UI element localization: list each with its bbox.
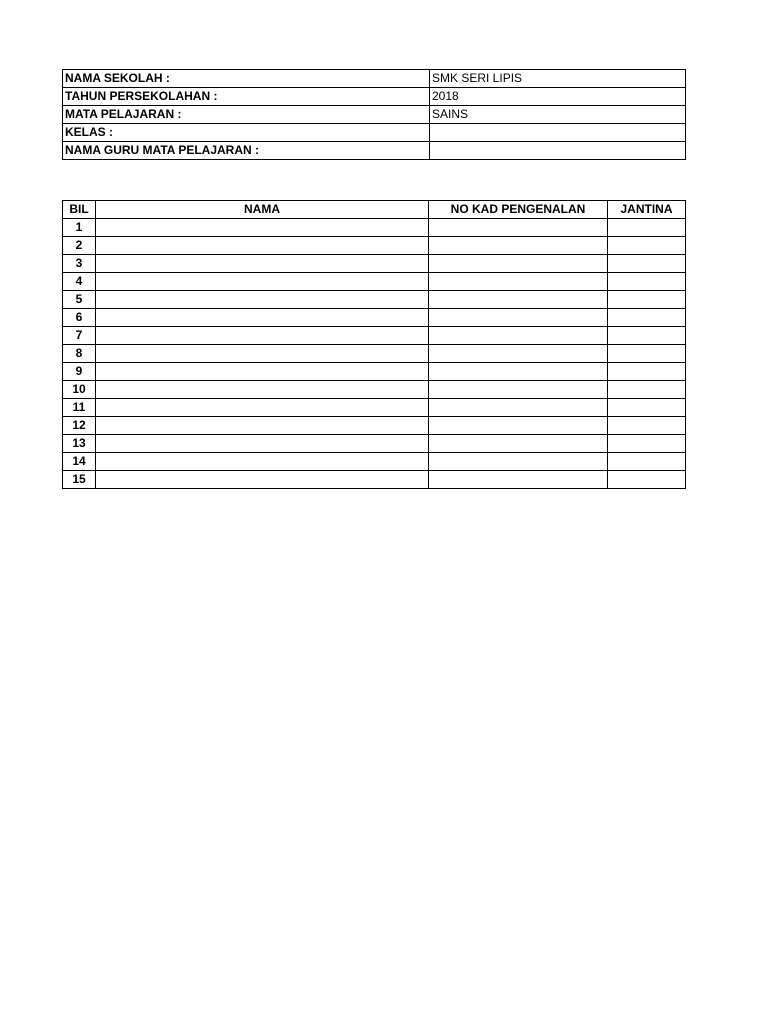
column-header-bil: BIL (63, 201, 96, 219)
nama-cell[interactable] (96, 237, 429, 255)
info-label: TAHUN PERSEKOLAHAN : (63, 88, 430, 106)
table-row (63, 381, 686, 399)
info-row-kelas (63, 124, 686, 142)
jantina-cell[interactable] (608, 309, 686, 327)
info-label: MATA PELAJARAN : (63, 106, 430, 124)
table-row (63, 471, 686, 489)
ic-cell[interactable] (429, 417, 608, 435)
table-row (63, 237, 686, 255)
nama-cell[interactable] (96, 435, 429, 453)
table-row (63, 435, 686, 453)
nama-cell[interactable] (96, 255, 429, 273)
ic-cell[interactable] (429, 453, 608, 471)
ic-cell[interactable] (429, 273, 608, 291)
row-number: 5 (63, 291, 96, 309)
row-number: 15 (63, 471, 96, 489)
table-row (63, 255, 686, 273)
info-label: NAMA SEKOLAH : (63, 70, 430, 88)
ic-cell[interactable] (429, 345, 608, 363)
nama-cell[interactable] (96, 273, 429, 291)
nama-cell[interactable] (96, 471, 429, 489)
jantina-cell[interactable] (608, 471, 686, 489)
row-number: 13 (63, 435, 96, 453)
info-label: NAMA GURU MATA PELAJARAN : (63, 142, 430, 160)
nama-cell[interactable] (96, 345, 429, 363)
row-number: 8 (63, 345, 96, 363)
ic-cell[interactable] (429, 471, 608, 489)
student-list-table (62, 200, 686, 489)
ic-cell[interactable] (429, 381, 608, 399)
nama-cell[interactable] (96, 291, 429, 309)
row-number: 4 (63, 273, 96, 291)
nama-cell[interactable] (96, 381, 429, 399)
ic-cell[interactable] (429, 309, 608, 327)
nama-cell[interactable] (96, 453, 429, 471)
jantina-cell[interactable] (608, 327, 686, 345)
table-row (63, 363, 686, 381)
table-row (63, 453, 686, 471)
nama-cell[interactable] (96, 399, 429, 417)
jantina-cell[interactable] (608, 453, 686, 471)
nama-cell[interactable] (96, 219, 429, 237)
info-label: KELAS : (63, 124, 430, 142)
table-row (63, 399, 686, 417)
ic-cell[interactable] (429, 255, 608, 273)
ic-cell[interactable] (429, 291, 608, 309)
jantina-cell[interactable] (608, 381, 686, 399)
school-info-table (62, 69, 686, 160)
info-row-mata-pelajaran (63, 106, 686, 124)
jantina-cell[interactable] (608, 237, 686, 255)
table-row (63, 417, 686, 435)
nama-cell[interactable] (96, 417, 429, 435)
column-header-ic: NO KAD PENGENALAN (429, 201, 608, 219)
table-row (63, 273, 686, 291)
info-row-nama-guru (63, 142, 686, 160)
jantina-cell[interactable] (608, 219, 686, 237)
row-number: 2 (63, 237, 96, 255)
ic-cell[interactable] (429, 363, 608, 381)
row-number: 1 (63, 219, 96, 237)
ic-cell[interactable] (429, 399, 608, 417)
row-number: 12 (63, 417, 96, 435)
info-value-cell[interactable] (430, 124, 686, 142)
info-value-cell[interactable]: SMK SERI LIPIS (430, 70, 686, 88)
table-row (63, 219, 686, 237)
ic-cell[interactable] (429, 219, 608, 237)
ic-cell[interactable] (429, 237, 608, 255)
jantina-cell[interactable] (608, 291, 686, 309)
row-number: 3 (63, 255, 96, 273)
ic-cell[interactable] (429, 435, 608, 453)
row-number: 14 (63, 453, 96, 471)
nama-cell[interactable] (96, 363, 429, 381)
info-value-cell[interactable]: SAINS (430, 106, 686, 124)
row-number: 6 (63, 309, 96, 327)
jantina-cell[interactable] (608, 363, 686, 381)
nama-cell[interactable] (96, 309, 429, 327)
table-row (63, 345, 686, 363)
table-row (63, 291, 686, 309)
info-row-tahun (63, 88, 686, 106)
table-row (63, 309, 686, 327)
student-rows (63, 219, 686, 489)
info-value-cell[interactable]: 2018 (430, 88, 686, 106)
table-row (63, 327, 686, 345)
row-number: 11 (63, 399, 96, 417)
jantina-cell[interactable] (608, 255, 686, 273)
row-number: 10 (63, 381, 96, 399)
jantina-cell[interactable] (608, 435, 686, 453)
jantina-cell[interactable] (608, 417, 686, 435)
info-row-nama-sekolah (63, 70, 686, 88)
jantina-cell[interactable] (608, 273, 686, 291)
ic-cell[interactable] (429, 327, 608, 345)
column-header-nama: NAMA (96, 201, 429, 219)
row-number: 7 (63, 327, 96, 345)
info-value-cell[interactable] (430, 142, 686, 160)
jantina-cell[interactable] (608, 399, 686, 417)
jantina-cell[interactable] (608, 345, 686, 363)
row-number: 9 (63, 363, 96, 381)
nama-cell[interactable] (96, 327, 429, 345)
table-header-row (63, 201, 686, 219)
column-header-jantina: JANTINA (608, 201, 686, 219)
